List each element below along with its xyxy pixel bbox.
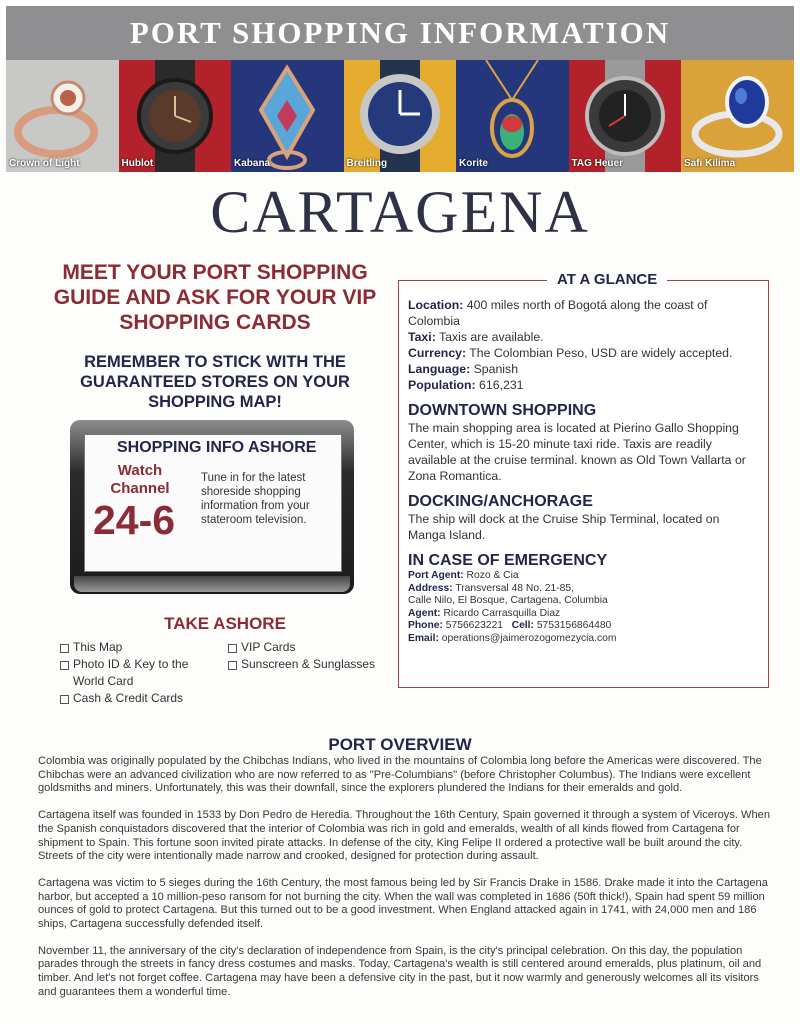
docking-heading: DOCKING/ANCHORAGE xyxy=(408,493,593,510)
product-tile xyxy=(456,60,569,172)
take-ashore-list-left xyxy=(58,639,198,707)
checklist-item: Photo ID & Key to the World Card xyxy=(58,656,198,690)
downtown-text: The main shopping area is located at Pierino Gallo Shopping Center, which is 15-20 minute taxi ride. Taxis are readily available at the cruise terminal. known as Old Town Vallarta or Zona Romantica. xyxy=(408,421,746,483)
emergency-heading: IN CASE OF EMERGENCY xyxy=(408,552,608,569)
product-caption: Hublot xyxy=(121,158,154,169)
banner-title: PORT SHOPPING INFORMATION xyxy=(129,15,671,50)
docking-text: The ship will dock at the Cruise Ship Terminal, located on Manga Island. xyxy=(408,512,720,542)
sapphire-ring-icon xyxy=(681,60,793,172)
checklist-item: This Map xyxy=(58,639,198,656)
header-banner xyxy=(6,6,794,60)
watch-icon xyxy=(344,60,456,172)
product-caption: Korite xyxy=(459,158,488,169)
checkbox-icon xyxy=(228,661,237,670)
location-row: Location: 400 miles north of Bogotá along the coast of Colombia xyxy=(408,298,708,328)
product-caption: Crown of Light xyxy=(9,158,80,169)
checklist-item: Cash & Credit Cards xyxy=(58,690,198,707)
take-ashore-list-right xyxy=(226,639,396,673)
product-caption: Kabana xyxy=(234,158,271,169)
watch-icon xyxy=(569,60,681,172)
overview-paragraph: Cartagena itself was founded in 1533 by Don Pedro de Heredia. Throughout the 16th Century, Spain governed it through a system of Viceroys. When the Spanish conquistadors discovered that the interior of Colombia was rich in gold and emeralds, wealth of all kinds flowed from Cartagena for shipment to Spain. This fortune soon invited pirate attacks. In defense of the city, King Felipe II ordered a protective wall be built around the city. Streets of the city were intentionally made narrow and crooked, designed for protection during assault. xyxy=(38,809,771,863)
at-a-glance-box xyxy=(398,271,769,688)
port-overview-text xyxy=(38,755,770,1013)
at-a-glance-body xyxy=(408,297,760,646)
tv-graphic xyxy=(70,420,354,594)
overview-paragraph: Cartagena was victim to 5 sieges during the 16th Century, the most famous being led by Sir Francis Drake in 1586. Drake made it into the Cartagena harbor, but accepted a 10 million-peso ransom for not burning the city. When the wall was completed in 1686 (50ft thick!), Spain had spent 59 million ounces of gold to protect Cartagena. But this turned out to be a good investment. When England attacked again in 1741, with 24,000 men and 186 ships, Cartagena successfully defended itself. xyxy=(38,876,768,931)
product-caption: Safi Kilima xyxy=(684,158,736,169)
emergency-details xyxy=(408,570,760,646)
checkbox-icon xyxy=(60,644,69,653)
take-ashore-heading: TAKE ASHORE xyxy=(164,614,286,633)
watch-icon xyxy=(119,60,231,172)
population-row: Population: 616,231 xyxy=(408,378,524,392)
product-tile xyxy=(681,60,794,172)
overview-paragraph: Colombia was originally populated by the Chibchas Indians, who lived in the mountains of Colombia long before the Americas were discovered. The Chibchas were an advanced civilization who are now referred to as "Pre-Columbians" (before Christopher Columbus). The Indians were excellent goldsmiths and miners. Unfortunately, this was their downfall, since the explorers plundered the Indians for their emeralds and gold. xyxy=(38,755,762,795)
phone-row: Phone: 5756623221 Cell: 5753156864480 xyxy=(408,620,612,632)
remember-heading: REMEMBER TO STICK WITH THE GUARANTEED STORES ON YOUR SHOPPING MAP! xyxy=(80,353,350,411)
pendant-icon xyxy=(456,60,568,172)
email-row: Email: operations@jaimerozogomezycia.com xyxy=(408,632,617,644)
tv-watch-label: Watch Channel xyxy=(110,462,170,497)
tv-title: SHOPPING INFO ASHORE xyxy=(117,439,317,456)
product-tile xyxy=(231,60,344,172)
product-tile xyxy=(119,60,232,172)
overview-paragraph: November 11, the anniversary of the city's declaration of independence from Spain, is the city's principal celebration. On this day, the population parades through the streets in fancy dress costumes and masks. Today, Cartagena's wealth is still centered around emeralds, plus platinum, oil and timber. And let's not forget coffee. Cartagena may have been a defensive city in the past, but it now warmly and generously welcomes all its visitors and guarantees them a wonderful time. xyxy=(38,944,762,998)
checklist-item: Sunscreen & Sunglasses xyxy=(226,656,396,673)
currency-row: Currency: The Colombian Peso, USD are widely accepted. xyxy=(408,346,733,360)
product-caption: Breitling xyxy=(346,158,388,169)
port-overview-heading: PORT OVERVIEW xyxy=(328,735,472,754)
product-tile xyxy=(569,60,682,172)
city-title: CARTAGENA xyxy=(210,179,590,245)
gem-ring-icon xyxy=(231,60,343,172)
checkbox-icon xyxy=(60,661,69,670)
at-a-glance-title: AT A GLANCE xyxy=(547,271,667,288)
agent-row: Agent: Ricardo Carrasquilla Diaz xyxy=(408,607,561,619)
product-tile xyxy=(6,60,119,172)
checkbox-icon xyxy=(60,695,69,704)
tv-screen xyxy=(84,434,342,572)
address-row-2: Calle Nilo, El Bosque, Cartagena, Columbia xyxy=(408,595,608,607)
checkbox-icon xyxy=(228,644,237,653)
product-strip xyxy=(6,60,794,172)
taxi-row: Taxi: Taxis are available. xyxy=(408,330,544,344)
address-row: Address: Transversal 48 No. 21-85, xyxy=(408,582,574,594)
downtown-heading: DOWNTOWN SHOPPING xyxy=(408,402,597,419)
tv-channel-number: 24-6 xyxy=(93,497,176,543)
checklist-item: VIP Cards xyxy=(226,639,396,656)
tv-stand xyxy=(74,576,350,592)
product-caption: TAG Heuer xyxy=(571,158,623,169)
meet-guide-heading: MEET YOUR PORT SHOPPING GUIDE AND ASK FOR YOUR VIP SHOPPING CARDS xyxy=(53,261,377,334)
port-agent-row: Port Agent: Rozo & Cia xyxy=(408,570,519,581)
language-row: Language: Spanish xyxy=(408,362,519,376)
product-tile xyxy=(344,60,457,172)
ring-icon xyxy=(6,60,118,172)
tv-tune-text: Tune in for the latest shoreside shopping information from your stateroom television. xyxy=(201,472,310,526)
